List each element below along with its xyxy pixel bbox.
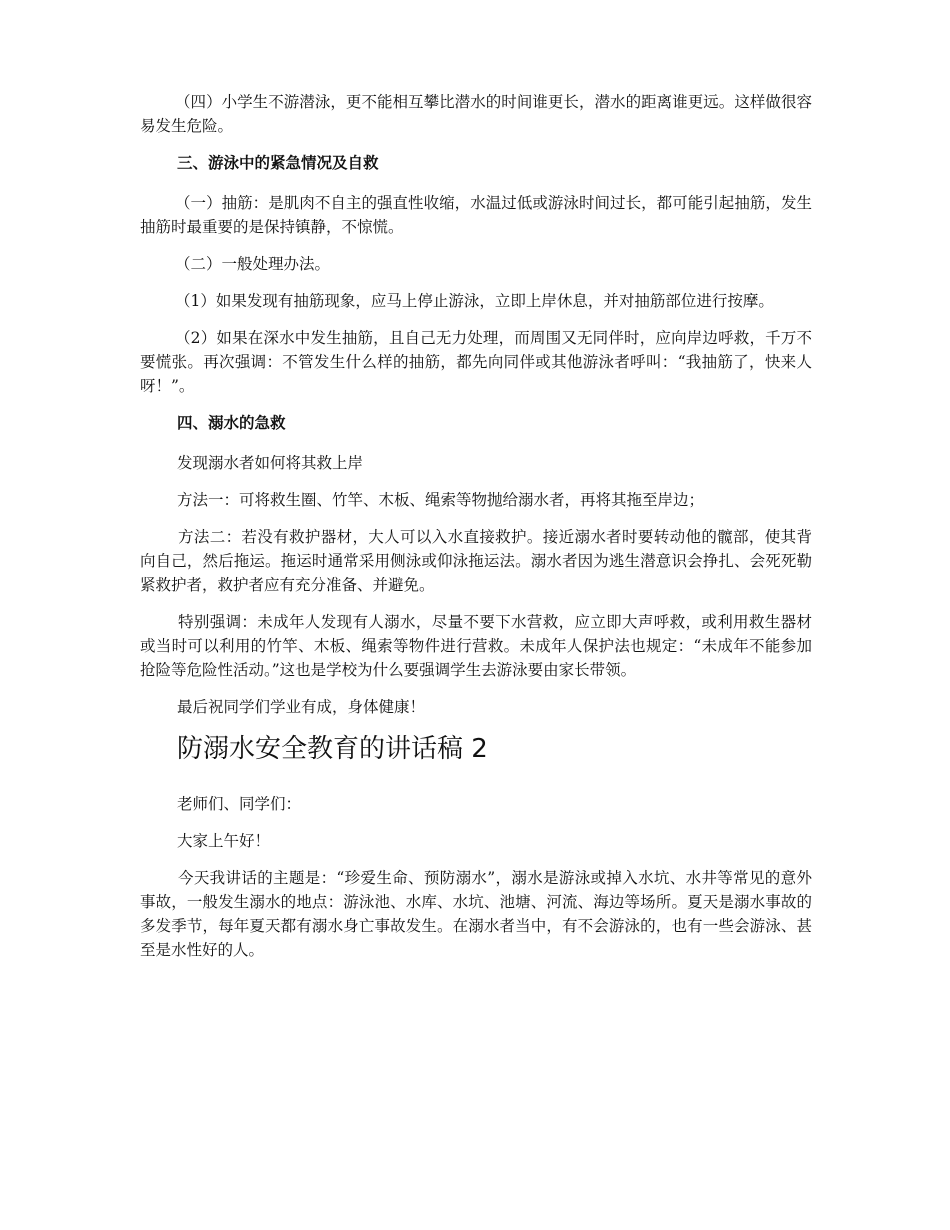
paragraph-general-methods: （二）一般处理办法。	[175, 255, 331, 273]
paragraph-no-diving: （四）小学生不游潜泳，更不能相互攀比潜水的时间谁更长，潜水的距离谁更远。这样做很容易发生危险。	[140, 93, 812, 135]
paragraph-method-2: （2）如果在深水中发生抽筋，且自己无力处理，而周围又无同伴时，应向岸边呼救，千万不要慌张。再次强调：不管发生什么样的抽筋，都先向同伴或其他游泳者呼叫：“我抽筋了，快来人呀！”。	[140, 329, 812, 395]
paragraph-special-emphasis: 特别强调：未成年人发现有人溺水，尽量不要下水营救，应立即大声呼救，或利用救生器材或当时可以利用的竹竿、木板、绳索等物件进行营救。未成年人保护法也规定：“未成年不能参加抢险等危险性活动。”这也是学校为什么要强调学生去游泳要由家长带领。	[140, 613, 812, 679]
paragraph-speech-topic: 今天我讲话的主题是：“珍爱生命、预防溺水”，溺水是游泳或掉入水坑、水井等常见的意外事故，一般发生溺水的地点：游泳池、水库、水坑、池塘、河流、海边等场所。夏天是溺水事故的多发季节，每年夏天都有溺水身亡事故发生。在溺水者当中，有不会游泳的，也有一些会游泳、甚至是水性好的人。	[140, 869, 812, 959]
paragraph-rescue-method-two: 方法二：若没有救护器材，大人可以入水直接救护。接近溺水者时要转动他的髋部，使其背向自己，然后拖运。拖运时通常采用侧泳或仰泳拖运法。溺水者因为逃生潜意识会挣扎、会死死勒紧救护者，救护者应有充分准备、并避免。	[140, 528, 812, 594]
paragraph-rescue-method-one: 方法一：可将救生圈、竹竿、木板、绳索等物抛给溺水者，再将其拖至岸边；	[177, 491, 705, 509]
paragraph-rescue-intro: 发现溺水者如何将其救上岸	[177, 454, 364, 472]
paragraph-closing-wish: 最后祝同学们学业有成，身体健康！	[177, 698, 426, 716]
section-heading-emergency: 三、游泳中的紧急情况及自救	[177, 153, 379, 172]
paragraph-greeting: 大家上午好！	[177, 832, 271, 850]
paragraph-cramp-definition: （一）抽筋：是肌肉不自主的强直性收缩，水温过低或游泳时间过长，都可能引起抽筋，发生抽筋时最重要的是保持镇静，不惊慌。	[140, 194, 812, 236]
document-page	[140, 90, 812, 975]
paragraph-salutation: 老师们、同学们：	[177, 795, 302, 813]
paragraph-method-1: （1）如果发现有抽筋现象，应马上停止游泳，立即上岸休息，并对抽筋部位进行按摩。	[175, 292, 774, 310]
document-title-2: 防溺水安全教育的讲话稿 2	[177, 734, 488, 764]
section-heading-rescue: 四、溺水的急救	[177, 413, 286, 432]
